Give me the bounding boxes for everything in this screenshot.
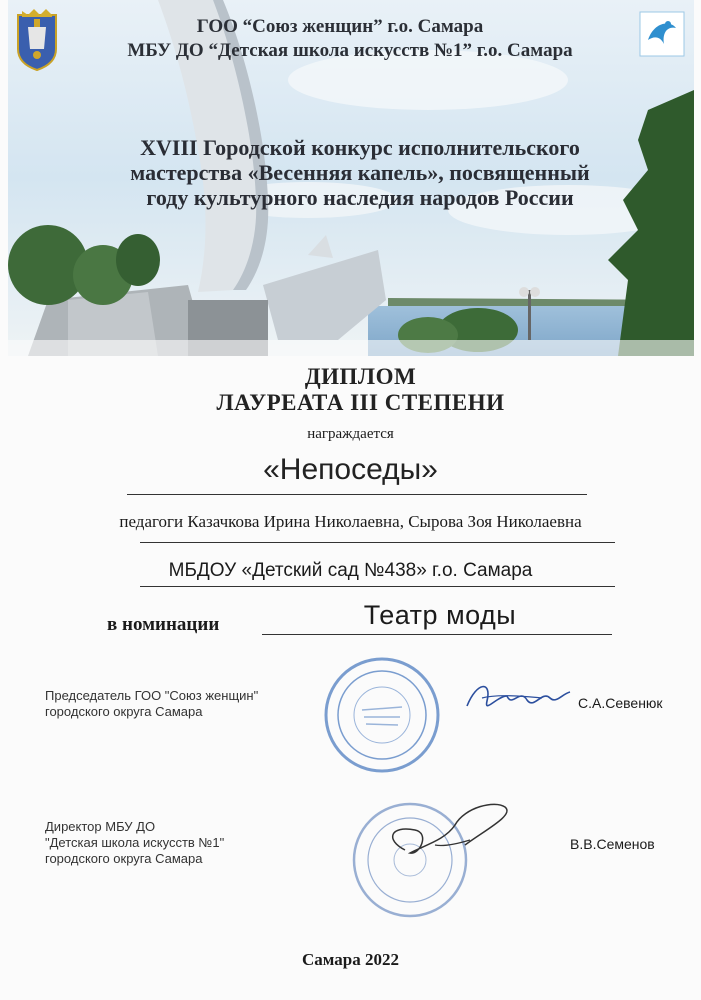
contest-title [40,135,680,210]
teachers-underline [140,542,615,543]
institution-line: МБДОУ «Детский сад №438» г.о. Самара [168,560,533,581]
awardee-name: «Непоседы» [263,453,438,486]
chair-name: С.А.Севенюк [578,695,663,711]
diploma-degree: ЛАУРЕАТА III СТЕПЕНИ [216,390,505,415]
director-signature-icon [375,795,525,880]
teachers-line: педагоги Казачкова Ирина Николаевна, Сырова Зоя Николаевна [119,512,582,531]
organizer-line-2: МБУ ДО “Детская школа искусств №1” г.о. Самара [127,40,573,61]
nomination-underline [262,634,612,635]
chair-title [45,688,258,720]
contest-title-line-1: XVIII Городской конкурс исполнительского [140,135,580,160]
diploma-title: ДИПЛОМ [304,364,417,389]
awardee-underline [127,494,587,495]
contest-title-line-3: году культурного наследия народов России [146,185,574,210]
director-title-line-1: Директор МБУ ДО [45,819,156,834]
director-title [45,819,224,867]
contest-title-line-2: мастерства «Весенняя капель», посвященный [130,160,590,185]
chair-signature-icon [462,676,572,731]
director-title-line-2: "Детская школа искусств №1" [45,835,225,850]
school-logo-icon [638,10,686,58]
chair-stamp-icon [322,655,442,780]
nomination-value: Театр моды [363,600,517,630]
nomination-label: в номинации [107,614,220,635]
organizer-line-1: ГОО “Союз женщин” г.о. Самара [196,16,484,37]
institution-underline [140,586,615,587]
director-name: В.В.Семенов [570,836,655,852]
city-emblem-icon [14,9,60,71]
chair-title-line-2: городского округа Самара [45,704,203,719]
chair-title-line-1: Председатель ГОО "Союз женщин" [45,688,259,703]
awarded-label: награждается [307,426,394,442]
place-and-year: Самара 2022 [302,950,399,969]
director-title-line-3: городского округа Самара [45,851,203,866]
